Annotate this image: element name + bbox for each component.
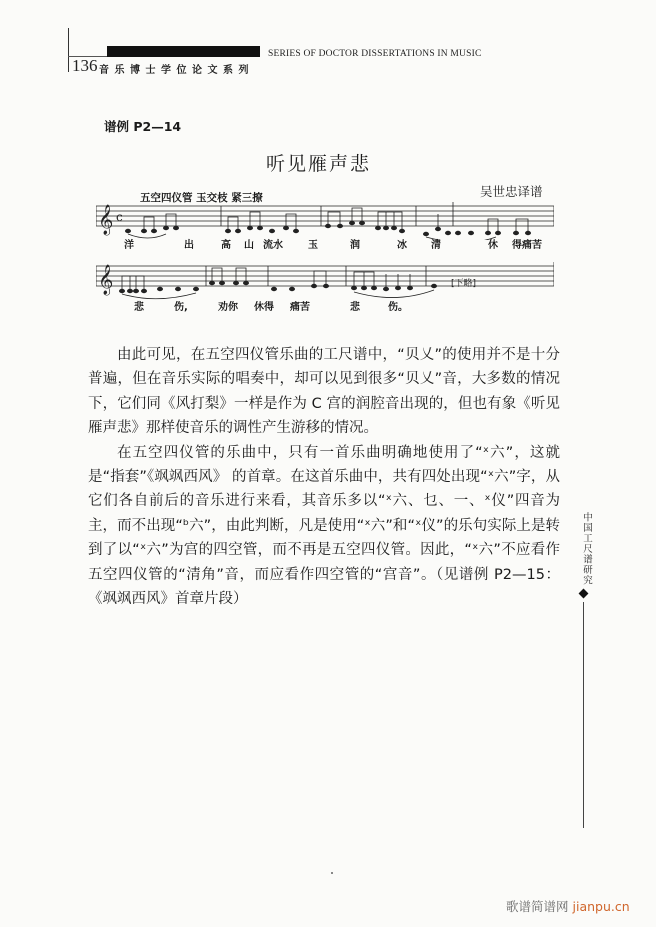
lyric: 洋 <box>124 240 134 251</box>
running-title-vertical: 中国工尺谱研究 <box>581 512 592 586</box>
example-title: 听见雁声悲 <box>266 153 372 175</box>
series-title-english: SERIES OF DOCTOR DISSERTATIONS IN MUSIC <box>268 49 482 59</box>
diamond-icon <box>579 589 589 599</box>
lyric: 高 <box>221 240 231 251</box>
watermark-cn: 歌谱简谱网 <box>506 899 569 914</box>
lyric: 流水 <box>263 240 283 251</box>
body-text <box>88 343 560 611</box>
lyric: 劝你 <box>218 302 238 313</box>
lyric: 休 <box>488 240 498 251</box>
staff-notation-icon <box>96 202 554 240</box>
lyric: 玉 <box>308 240 318 251</box>
lyric: 痛苦 <box>290 302 310 313</box>
svg-text:c: c <box>116 210 123 224</box>
omission-mark: [下略] <box>451 279 477 289</box>
watermark-en: jianpu.cn <box>572 899 630 914</box>
lyric: 休得 <box>254 302 274 313</box>
header-rule-vertical <box>68 28 69 72</box>
lyric: 润 <box>350 240 360 251</box>
lyric: 伤, <box>174 302 188 313</box>
scan-speck <box>331 872 333 874</box>
svg-text:𝄞: 𝄞 <box>98 265 114 295</box>
lyric: 得痛苦 <box>512 240 542 251</box>
lyric: 冰 <box>397 240 407 251</box>
staff-notation-icon <box>96 262 554 300</box>
paragraph: 由此可见，在五空四仪管乐曲的工尺谱中，“贝乂”的使用并不是十分普遍，但在音乐实际的唱奏中，却可以见到很多“贝乂”音，大多数的情况下，它们同《风打梨》一样是作为 C 宫的润腔音出现的，但也有象《听见雁声悲》那样使音乐的调性产生游移的情况。 <box>88 347 560 437</box>
margin-rule <box>583 602 584 828</box>
music-staff-2 <box>96 262 554 314</box>
svg-text:𝄞: 𝄞 <box>98 205 114 235</box>
series-title-chinese: 音乐博士学位论文系列 <box>99 65 254 76</box>
example-subtitle: 五空四仪管 玉交枝 紧三撩 <box>140 192 263 204</box>
arranger-credit: 吴世忠译谱 <box>480 184 543 199</box>
lyric: 出 <box>184 240 194 251</box>
lyric: 山 <box>244 240 254 251</box>
page-number: 136 <box>72 56 98 75</box>
lyric: 悲 <box>350 302 360 313</box>
music-staff-1 <box>96 202 554 252</box>
paragraph: 在五空四仪管的乐曲中，只有一首乐曲明确地使用了“ˣ六”，这就是“指套”《飒飒西风》 的首章。在这首乐曲中，共有四处出现“ˣ六”字，从它们各自前后的音乐进行来看，其音乐多以“ˣ六、乜、一、ˣ仪”四音为主，而不出现“ᵇ六”，由此判断，凡是使用“ˣ六”和“ˣ仪”的乐句实际上是转到了以“ˣ六”为宫的四空管，而不再是五空四仪管。因此，“ˣ六”不应看作五空四仪管的“清角”音，而应看作四空管的“宫音”。（见谱例 P2—15：《飒飒西风》首章片段） <box>88 444 560 608</box>
header-black-bar <box>107 46 260 57</box>
example-label: 谱例 P2—14 <box>104 119 182 134</box>
lyric: 悲 <box>134 302 144 313</box>
lyric: 清 <box>431 240 441 251</box>
watermark <box>506 897 630 915</box>
lyric: 伤。 <box>388 302 408 313</box>
